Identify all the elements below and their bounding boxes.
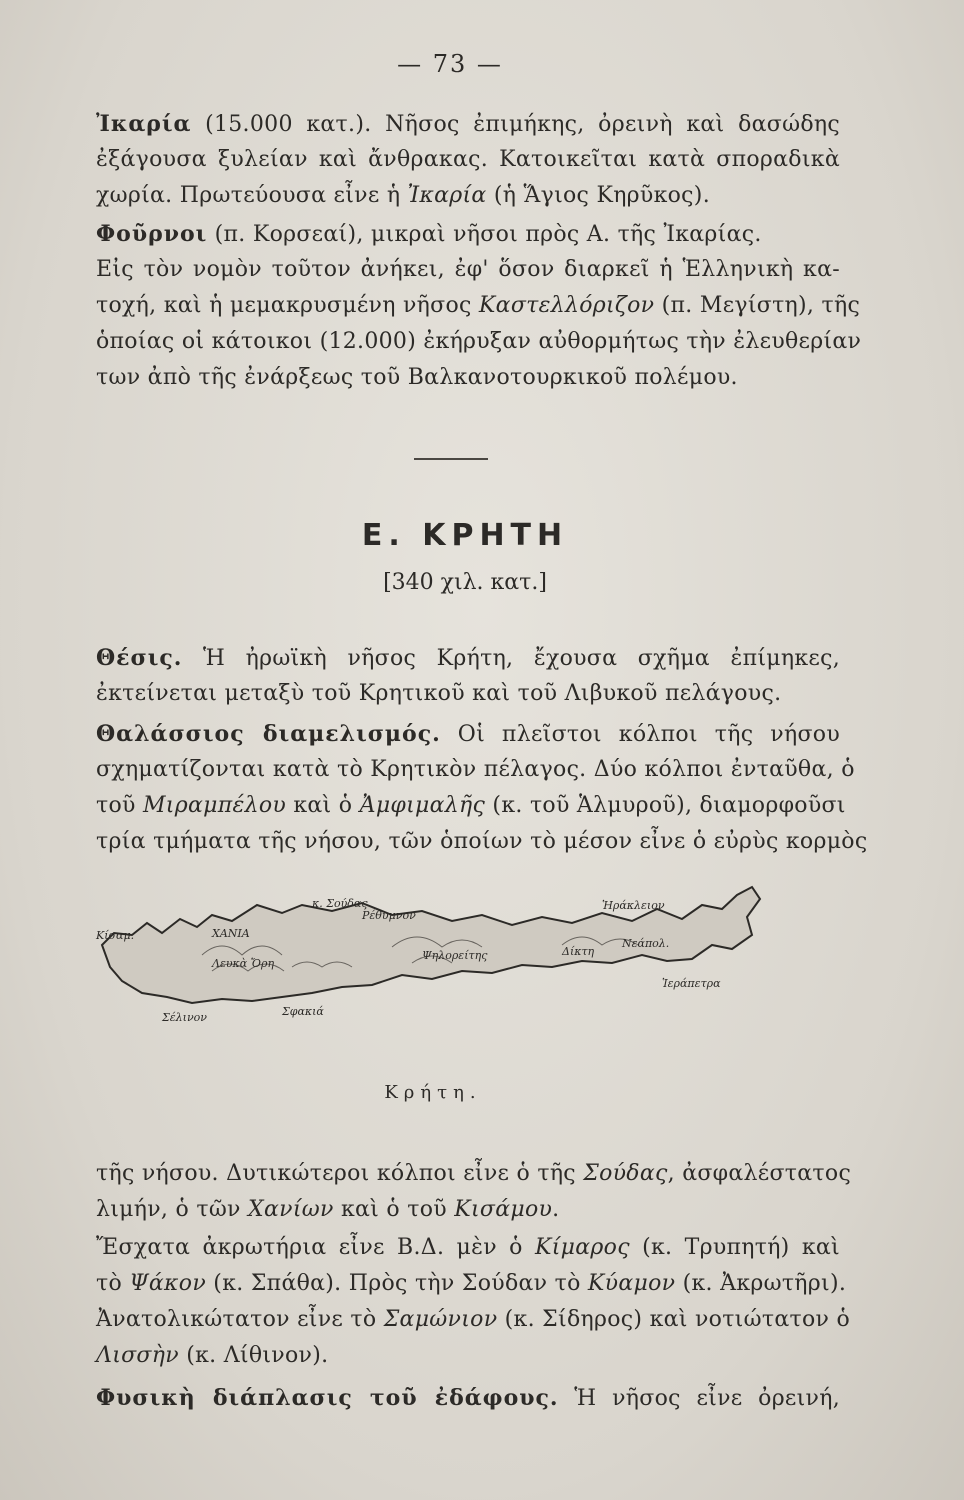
section-heading: Ε. ΚΡΗΤΗ: [361, 518, 569, 553]
text-line: χωρία. Πρωτεύουσα εἶνε ἡ Ἰκαρία (ἡ Ἅγιος Κηρῦκος).: [96, 183, 710, 208]
text-line: λιμήν, ὁ τῶν Χανίων καὶ ὁ τοῦ Κισάμου.: [96, 1197, 560, 1222]
text-line: Λισσὴν (κ. Λίθινον).: [96, 1343, 329, 1368]
text-line: Ἔσχατα ἀκρωτήρια εἶνε Β.Δ. μὲν ὁ Κίμαρος (κ. Τρυπητή) καὶ: [96, 1235, 840, 1260]
text-line: Θέσις. Ἡ ἠρωϊκὴ νῆσος Κρήτη, ἔχουσα σχῆμα ἐπίμηκες,: [96, 645, 840, 671]
paragraph-ikaria: [96, 106, 840, 214]
text-line: των ἀπὸ τῆς ἐνάρξεως τοῦ Βαλκανοτουρκικοῦ πολέμου.: [96, 365, 738, 390]
label-psiloritis: Ψηλορείτης: [422, 949, 488, 962]
text-line: τρία τμήματα τῆς νήσου, τῶν ὁποίων τὸ μέσον εἶνε ὁ εὐρὺς κορμὸς: [96, 829, 868, 854]
paragraph-fourni: [96, 216, 862, 396]
label-souda: κ. Σούδας: [312, 897, 368, 910]
text-line: τῆς νήσου. Δυτικώτεροι κόλποι εἶνε ὁ τῆς Σούδας, ἀσφαλέστατος: [96, 1161, 852, 1186]
label-chania: ΧΑΝΙΑ: [212, 927, 250, 940]
label-neapolis: Νεάπολ.: [622, 937, 670, 950]
paragraph-relief: [96, 1380, 840, 1416]
text-line: σχηματίζονται κατὰ τὸ Κρητικὸν πέλαγος. Δύο κόλποι ἐνταῦθα, ὁ: [96, 757, 855, 782]
paragraph-gulfs: [96, 1156, 852, 1228]
label-dikti: Δίκτη: [562, 945, 595, 958]
paragraph-thesis: [96, 640, 840, 712]
section-subheading: [340 χιλ. κατ.]: [383, 570, 547, 595]
text-line: τὸ Ψάκον (κ. Σπάθα). Πρὸς τὴν Σούδαν τὸ Κύαμον (κ. Ἀκρωτῆρι).: [96, 1271, 847, 1296]
entry-term: Ἰκαρία: [96, 111, 192, 137]
text-line: Θαλάσσιος διαμελισμός. Οἱ πλεῖστοι κόλποι τῆς νήσου: [96, 721, 840, 747]
text-line: τοχή, καὶ ἡ μεμακρυσμένη νῆσος Καστελλόριζον (π. Μεγίστη), τῆς: [96, 293, 861, 318]
text-line: Εἰς τὸν νομὸν τοῦτον ἀνήκει, ἐφ' ὅσον διαρκεῖ ἡ Ἑλληνικὴ κα-: [96, 257, 840, 282]
entry-term: Φοῦρνοι: [96, 221, 208, 247]
paragraph-capes: [96, 1230, 851, 1374]
text-line: Φυσικὴ διάπλασις τοῦ ἐδάφους. Ἡ νῆσος εἶνε ὀρεινή,: [96, 1385, 840, 1411]
entry-term: Φυσικὴ διάπλασις τοῦ ἐδάφους.: [96, 1385, 559, 1411]
label-iraklion: Ἡράκλειον: [602, 899, 665, 912]
text-line: τοῦ Μιραμπέλου καὶ ὁ Ἀμφιμαλῆς (κ. τοῦ Ἁλμυροῦ), διαμορφοῦσι: [96, 793, 846, 818]
section-divider: [414, 458, 488, 460]
text-line: Ἰκαρία (15.000 κατ.). Νῆσος ἐπιμήκης, ὀρεινὴ καὶ δασώδης: [96, 111, 840, 137]
label-kisamos: Κίσαμ.: [96, 929, 135, 942]
label-rethymno: Ρέθυμνον: [362, 909, 416, 922]
label-sfakia: Σφακιά: [282, 1005, 324, 1018]
map-caption: Κρήτη.: [384, 1082, 482, 1103]
paragraph-coastline: [96, 716, 868, 860]
text-line: Φοῦρνοι (π. Κορσεαί), μικραὶ νῆσοι πρὸς Α. τῆς Ἰκαρίας.: [96, 221, 762, 247]
label-lefka-ori: Λευκὰ Ὄρη: [212, 957, 275, 970]
entry-term: Θέσις.: [96, 645, 183, 671]
crete-map: [92, 875, 792, 1055]
text-line: ἐκτείνεται μεταξὺ τοῦ Κρητικοῦ καὶ τοῦ Λιβυκοῦ πελάγους.: [96, 681, 782, 706]
label-ierapetra: Ἱεράπετρα: [662, 977, 721, 990]
page-number: — 73 —: [397, 50, 503, 78]
text-line: Ἀνατολικώτατον εἶνε τὸ Σαμώνιον (κ. Σίδηρος) καὶ νοτιώτατον ὁ: [96, 1307, 851, 1332]
entry-term: Θαλάσσιος διαμελισμός.: [96, 721, 441, 747]
label-selinon: Σέλινον: [162, 1011, 207, 1024]
text-line: ἐξάγουσα ξυλείαν καὶ ἄνθρακας. Κατοικεῖται κατὰ σποραδικὰ: [96, 147, 840, 172]
text-line: ὁποίας οἱ κάτοικοι (12.000) ἐκήρυξαν αὐθορμήτως τὴν ἐλευθερίαν: [96, 329, 862, 354]
